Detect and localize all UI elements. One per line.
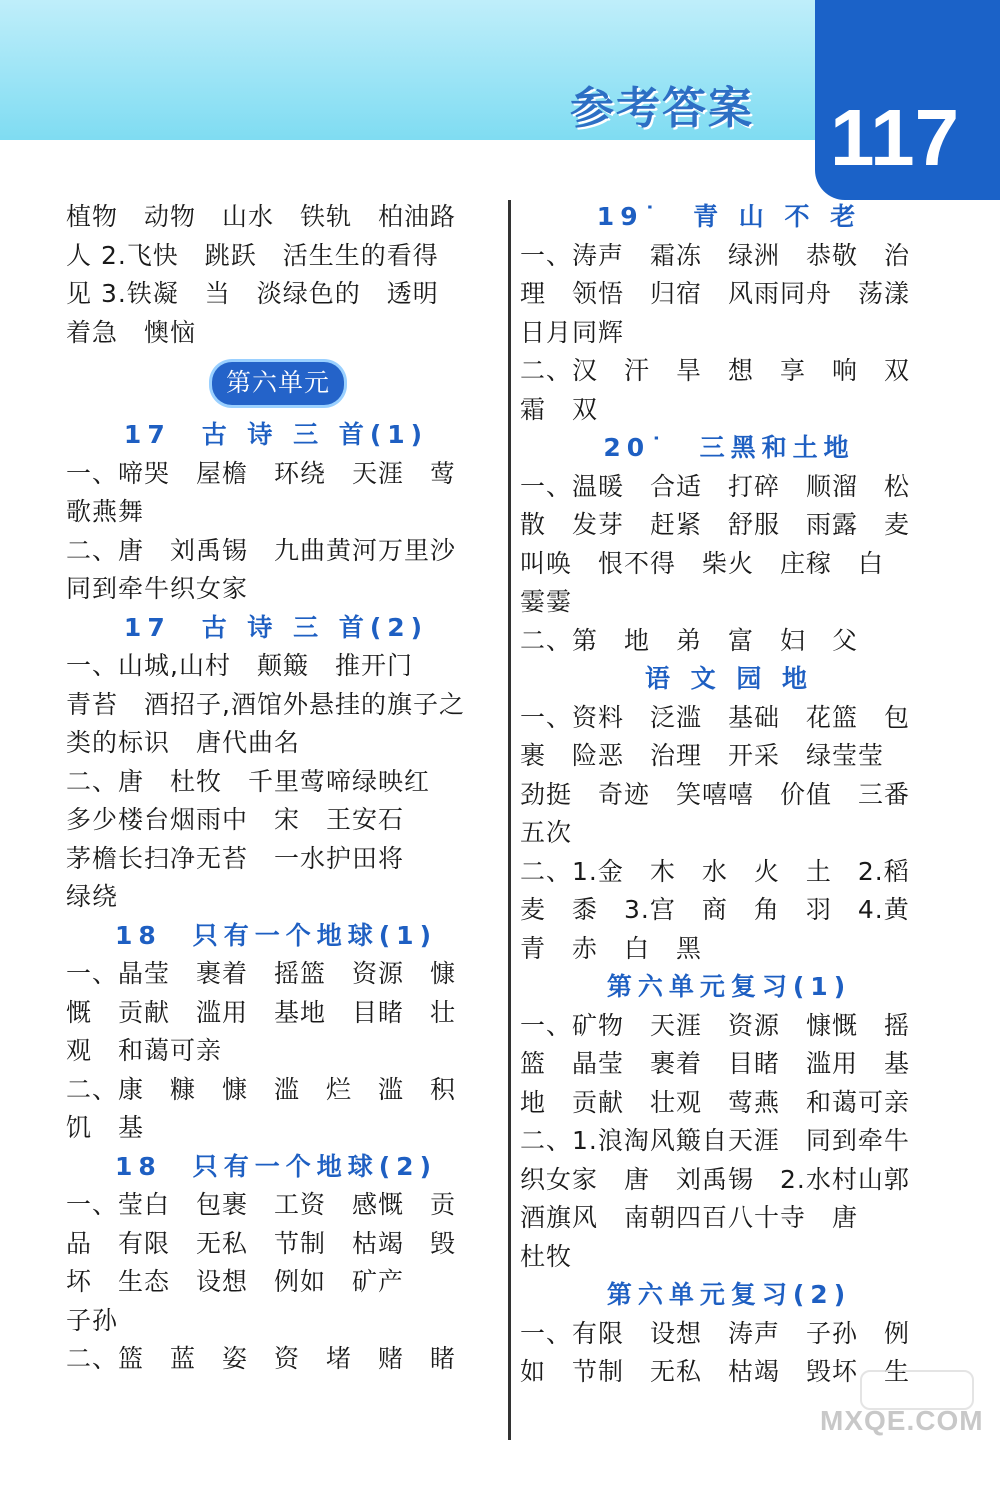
answer-line: 裹 险恶 治理 开采 绿莹莹 [520,741,885,770]
answer-line: 歌燕舞 [66,497,145,526]
answer-line: 如 节制 无私 枯竭 毁坏 生 [520,1357,911,1386]
answer-line: 观 和蔼可亲 [66,1036,223,1065]
left-column [66,198,486,1379]
answer-line: 人 2.飞快 跳跃 活生生的看得 [66,240,439,270]
answer-line: 麦 黍 3.宫 商 角 羽 4.黄 [520,895,910,924]
unit-badge: 第六单元 [212,362,344,405]
answer-line: 二、汉 汗 旱 想 享 响 双 [520,356,911,385]
answer-line: 慨 贡献 滥用 基地 目睹 壮 [66,997,457,1027]
answer-line: 一、啼哭 屋檐 环绕 天涯 莺 [66,458,457,488]
answer-line: 散 发芽 赶紧 舒服 雨露 麦 [520,510,911,539]
answer-line: 二、第 地 弟 富 妇 父 [520,625,859,655]
answer-line: 霜 双 [520,394,599,424]
section-heading: 19˙ 青 山 不 老 [596,202,862,231]
answer-line: 坏 生态 设想 例如 矿产 [66,1267,405,1296]
section-17-2 [66,609,486,917]
answer-line: 子孙 [66,1305,119,1335]
answer-line: 类的标识 唐代曲名 [66,728,301,757]
page-number: 117 [830,93,960,182]
answer-line: 二、唐 刘禹锡 九曲黄河万里沙 [66,535,457,565]
answer-line: 饥 基 [66,1113,145,1142]
section-unit6-review-1 [520,968,938,1276]
answer-line: 二、1.金 木 水 火 土 2.稻 [520,856,910,886]
answer-line: 杜牧 [520,1241,573,1271]
answer-line: 多少楼台烟雨中 宋 王安石 [66,805,405,834]
answer-line: 见 3.铁凝 当 淡绿色的 透明 [66,279,439,308]
answer-line: 一、晶莹 裹着 摇篮 资源 慷 [66,959,457,988]
answer-line: 青苔 酒招子,酒馆外悬挂的旗子之 [66,689,465,719]
section-20 [520,429,938,660]
section-yuwen-yuandi [520,660,938,968]
answer-line: 一、温暖 合适 打碎 顺溜 松 [520,471,911,501]
section-heading: 17 古 诗 三 首(2) [123,612,429,642]
answer-line: 五次 [520,818,573,847]
answer-line: 一、矿物 天涯 资源 慷慨 摇 [520,1010,911,1040]
answer-line: 绿绕 [66,882,119,911]
section-heading: 17 古 诗 三 首(1) [123,420,429,449]
answer-line: 二、康 糠 慷 滥 烂 滥 积 [66,1074,457,1104]
answer-line: 日月同辉 [520,317,625,347]
right-column [520,198,938,1392]
answer-line: 一、涛声 霜冻 绿洲 恭敬 治 [520,240,911,270]
section-18-2 [66,1148,486,1379]
section-heading: 18 只有一个地球(1) [114,920,438,950]
answer-line: 一、资料 泛滥 基础 花篮 包 [520,702,911,732]
unit-badge-row [66,352,486,416]
answer-line: 二、篮 蓝 姿 资 堵 赌 睹 [66,1344,457,1373]
column-divider [508,200,511,1440]
answer-line: 一、有限 设想 涛声 子孙 例 [520,1318,911,1348]
section-19 [520,198,938,429]
watermark-text: MXQE.COM [820,1405,984,1436]
answer-line: 茅檐长扫净无苔 一水护田将 [66,843,405,873]
watermark-logo-icon [860,1370,974,1410]
answer-line: 一、莹白 包裹 工资 感慨 贡 [66,1190,457,1219]
section-heading: 第六单元复习(1) [606,972,852,1001]
answer-line: 叫唤 恨不得 柴火 庄稼 白 [520,548,885,578]
answer-line: 二、1.浪淘风簸自天涯 同到牵牛 [520,1126,910,1155]
section-heading: 语 文 园 地 [644,664,814,693]
answer-line: 品 有限 无私 节制 枯竭 毁 [66,1228,457,1258]
answer-line: 篮 晶莹 裹着 目睹 滥用 基 [520,1049,911,1078]
section-18-1 [66,917,486,1148]
section-heading: 第六单元复习(2) [606,1280,852,1309]
answer-line: 青 赤 白 黑 [520,933,703,963]
section-17-1 [66,416,486,609]
answer-line: 地 贡献 壮观 莺燕 和蔼可亲 [520,1087,911,1117]
answer-line: 同到牵牛织女家 [66,574,249,603]
answer-line: 酒旗风 南朝四百八十寺 唐 [520,1203,859,1232]
answer-line: 着急 懊恼 [66,317,197,347]
answer-line: 植物 动物 山水 铁轨 柏油路 [66,202,457,231]
answer-line: 二、唐 杜牧 千里莺啼绿映红 [66,766,431,796]
answer-line: 劲挺 奇迹 笑嘻嘻 价值 三番 [520,779,911,809]
section-heading: 18 只有一个地球(2) [114,1151,438,1181]
intro-block [66,198,486,352]
answer-line: 一、山城,山村 颠簸 推开门 [66,651,413,680]
answer-line: 织女家 唐 刘禹锡 2.水村山郭 [520,1164,910,1194]
answer-line: 霎霎 [520,587,573,616]
answer-line: 理 领悟 归宿 风雨同舟 荡漾 [520,279,911,308]
section-heading: 20˙ 三黑和土地 [603,433,855,462]
page-title: 参考答案 [570,83,754,134]
